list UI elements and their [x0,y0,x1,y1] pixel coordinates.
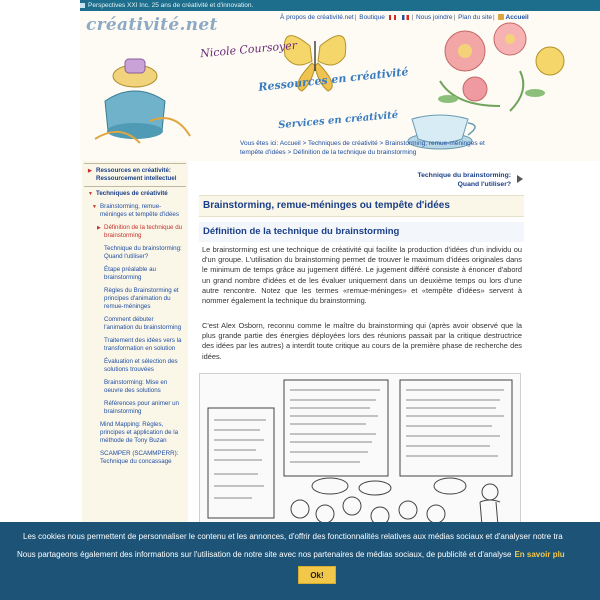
cookie-ok-button[interactable]: Ok! [298,566,336,584]
paragraph-osborn: C'est Alex Osborn, reconnu comme le maître du brainstorming qui (après avoir observé que la plus grande partie des énergies déployées lors des réunions passait par la critique destructrice des idées par les autres) a interdit toute critique au cours de la première phase de recherche des idées. [202,321,522,361]
sidebar-item-definition[interactable]: ▶ Définition de la technique du brainstorming [97,224,183,239]
paragraph-definition: Le brainstorming est une technique de créativité qui facilite la production d'idées d'un individu ou d'un groupe. L'utilisation du brainstorming permet de trouver le maximum d'idées originales dans le minimum de temps grâce au jugement différé. Le jugement différé consiste à énoncer d'abord un grand nombre d'idées et de les évaluer uniquement dans un deuxième temps ou lors d'une autre rencontre. Notez que les termes «remue-méninges» et «tempête d'idées» servent à nommer également la technique du brainstorming. [202,245,522,306]
section-title: Définition de la technique du brainstorming [203,226,400,237]
flowers-drawing [438,23,564,111]
breadcrumb[interactable]: Vous êtes ici: Accueil > Techniques de créativité > Brainstorming, remue-méninges et tempête d'idées > Définition de la technique du brainstorming [240,140,485,156]
section-title-box [199,222,524,242]
left-sidebar [82,161,188,551]
flag-canada-icon[interactable] [389,15,396,20]
sidebar-item-techniques[interactable]: ▼ Techniques de créativité [88,190,168,197]
sidebar-item-references[interactable]: Références pour animer un brainstorming [104,400,179,415]
main-content [195,161,525,551]
arrow-right-icon: ▶ [97,225,101,231]
sidebar-item-etape[interactable]: Étape préalable au brainstorming [104,266,156,281]
nav-about-link[interactable]: À propos de créativité.net [280,14,354,21]
sidebar-item-debuter[interactable]: Comment débuter l'animation du brainstorming [104,316,182,331]
page-title: Brainstorming, remue-méninges ou tempête d'idées [203,200,450,211]
page-title-box [199,195,524,217]
cookie-text-line2: Nous partageons également des informations sur l'utilisation de notre site avec nos partenaires de médias sociaux, de publicité et d'analyse En savoir plu [17,550,565,559]
sidebar-item-mise-en-oeuvre[interactable]: Brainstorming: Mise en oeuvre des solutions [104,379,168,394]
cookie-more-link[interactable]: En savoir plu [514,550,565,559]
cookie-banner [0,522,600,600]
nav-sitemap-link[interactable]: Plan du site [458,14,493,21]
nav-home-link[interactable]: Accueil [505,14,529,21]
next-link-line2: Quand l'utiliser? [457,181,511,188]
flag-france-icon[interactable] [402,15,409,20]
sidebar-item-traitement[interactable]: Traitement des idées vers la transformation en solution [104,337,182,352]
nav-join-link[interactable]: Nous joindre [416,14,453,21]
next-link-line1: Technique du brainstorming: [417,172,511,179]
tagline-services: Services en créativité [277,109,399,132]
perfume-bottle-drawing [95,59,190,143]
top-strip [0,0,600,11]
strip-square-icon [80,3,85,8]
arrow-down-icon: ▼ [88,191,93,197]
sidebar-item-brainstorming[interactable]: ▼ Brainstorming, remue-méninges et tempête d'idées [92,203,179,218]
sidebar-item-mind-mapping[interactable]: Mind Mapping: Règles, principes et application de la méthode de Tony Buzan [100,421,179,444]
arrow-right-icon: ▶ [88,168,92,174]
cookie-text-line1: Les cookies nous permettent de personnaliser le contenu et les annonces, d'offrir des fonctionnalités relatives aux médias sociaux et d'analyser notre tra [23,532,563,541]
sidebar-item-ressources[interactable]: ▶ Ressources en créativité: Ressourcement intellectuel [88,167,177,182]
sidebar-item-regles[interactable]: Règles du Brainstorming et principes d'animation du remue-méninges [104,287,179,310]
tagline-resources: Ressources en créativité [257,65,410,94]
next-page-link[interactable] [417,171,525,189]
sidebar-item-evaluation[interactable]: Évaluation et sélection des solutions trouvées [104,358,178,373]
top-navigation: À propos de créativité.net| Boutique | Nous joindre| Plan du site| Accueil [280,14,529,21]
author-signature: Nicole Coursoyer [199,38,298,61]
sidebar-item-quand[interactable]: Technique du brainstorming: Quand l'utiliser? [104,245,182,260]
site-header [80,11,600,161]
sidebar-item-scamper[interactable]: SCAMPER (SCAMMPERR): Technique du concassage [100,450,179,465]
right-margin [525,161,600,551]
top-strip-text: Perspectives XXI Inc. 25 ans de créativité et d'innovation. [88,2,254,9]
top-strip-bar [80,0,600,11]
nav-shop-link[interactable]: Boutique [359,14,385,21]
arrow-down-icon: ▼ [92,204,97,210]
home-icon[interactable] [498,14,504,20]
arrow-right-icon [517,175,523,183]
brand-logo[interactable]: créativité.net [86,15,218,35]
